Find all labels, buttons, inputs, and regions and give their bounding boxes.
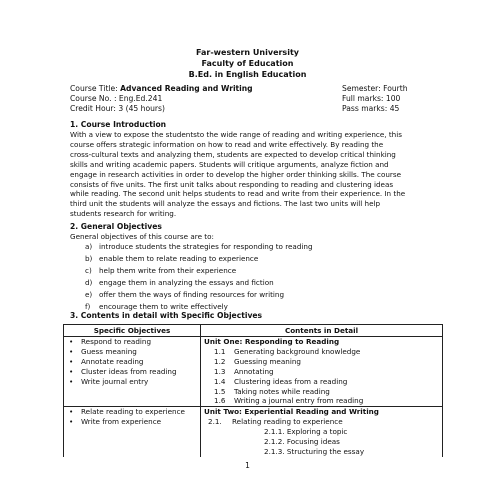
objective-letter: a) [85,242,93,251]
contents-cell [201,337,443,407]
syllabus-table [63,324,443,457]
content-number: 1.4 [214,376,226,386]
objective-item [85,242,313,252]
objective-bullet: • Respond to reading [67,337,197,347]
content-item [204,367,439,377]
content-text: Clustering ideas from a reading [234,376,348,386]
content-text: Guessing meaning [234,356,301,366]
content-text: Writing a journal entry from reading [234,396,364,406]
table-row [64,337,443,407]
pass-marks: Pass marks: 45 [342,104,400,113]
course-title-value: Advanced Reading and Writing [120,84,253,93]
content-number: 1.5 [214,386,226,396]
course-number: Course No. : Eng.Ed.241 [70,94,163,103]
course-title-label: Course Title: [70,84,121,93]
content-number: 1.6 [214,396,226,406]
table-header-row [64,325,443,337]
objectives-cell [64,337,201,407]
objective-letter: c) [85,266,92,275]
objective-bullet: • Relate reading to experience [67,407,197,417]
objective-item [85,290,284,300]
intro-line: engage in research activities in order to develop the higher order thinking skills. The course [70,169,402,179]
objective-text: encourage them to write effectively [99,302,228,311]
col-contents-in-detail: Contents in Detail [201,325,443,337]
objective-bullet: • Guess meaning [67,347,197,357]
intro-line: third unit the students will analyze the essays and fictions. The last two units will help [70,199,381,209]
table-row [64,407,443,457]
content-text: Taking notes while reading [234,386,330,396]
intro-line: while reading. The second unit helps students to read and write from their experience. In the [70,189,406,199]
content-item [204,387,439,397]
objective-letter: f) [85,302,91,311]
intro-line: students research for writing. [70,209,177,219]
objectives-intro: General objectives of this course are to: [70,232,214,241]
content-item [204,347,439,357]
content-text: Annotating [234,366,274,376]
unit-title: Unit Two: Experiential Reading and Writing [204,407,379,417]
section1-heading: 1. Course Introduction [70,120,167,129]
intro-line: course offers strategic information on how to read and write effectively. By reading the [70,139,384,149]
objective-item [85,278,274,288]
intro-line: consists of five units. The first unit talks about responding to reading and clustering ideas [70,179,394,189]
content-number: 1.2 [214,356,226,366]
objective-letter: e) [85,290,93,299]
content-item: 2.1.2. Focusing ideas [264,437,340,447]
objective-letter: d) [85,278,93,287]
content-item: 2.1.3. Structuring the essay [264,446,365,456]
objective-bullet: • Annotate reading [67,357,197,367]
course-introduction [70,130,440,219]
section2-heading: 2. General Objectives [70,222,162,231]
intro-line: cross-cultural texts and analyzing them, students are expected to develop critical thinking [70,149,396,159]
objective-bullet: • Write from experience [67,417,197,427]
program-name: B.Ed. in English Education [188,70,307,79]
semester: Semester: Fourth [342,84,408,93]
content-text: Relating reading to experience [232,417,343,427]
content-item [204,396,439,406]
content-number: 1.3 [214,366,226,376]
page-number: 1 [245,461,250,470]
intro-line: skills and writing academic papers. Students will critique arguments, analyze fiction and [70,159,389,169]
objective-bullet: • Write journal entry [67,377,197,387]
intro-line: With a view to expose the studentsto the wide range of reading and writing experience, this [70,130,402,139]
content-number: 1.1 [214,346,226,356]
faculty-name: Faculty of Education [201,59,294,68]
content-subheading [204,417,439,427]
objective-text: introduce students the strategies for responding to reading [99,242,313,251]
objective-text: engage them in analyzing the essays and fiction [99,278,274,287]
section3-heading: 3. Contents in detail with Specific Objectives [70,311,263,320]
university-name: Far-western University [196,48,299,57]
content-item: 2.1.1. Exploring a topic [264,427,348,437]
objective-text: help them write from their experience [99,266,237,275]
content-item [204,357,439,367]
objective-text: enable them to relate reading to experience [99,254,259,263]
objective-item [85,254,258,264]
objective-text: offer them the ways of finding resources for writing [99,290,285,299]
col-specific-objectives: Specific Objectives [64,325,201,337]
full-marks: Full marks: 100 [342,94,401,103]
course-title [70,84,253,94]
objective-bullet: • Cluster ideas from reading [67,367,197,377]
objective-item [85,266,236,276]
content-item [204,377,439,387]
objective-letter: b) [85,254,93,263]
contents-cell [201,407,443,457]
unit-title: Unit One: Responding to Reading [204,337,340,346]
content-text: Generating background knowledge [234,346,361,356]
objectives-cell [64,407,201,457]
credit-hour: Credit Hour: 3 (45 hours) [70,104,165,113]
content-number: 2.1. [208,417,222,427]
